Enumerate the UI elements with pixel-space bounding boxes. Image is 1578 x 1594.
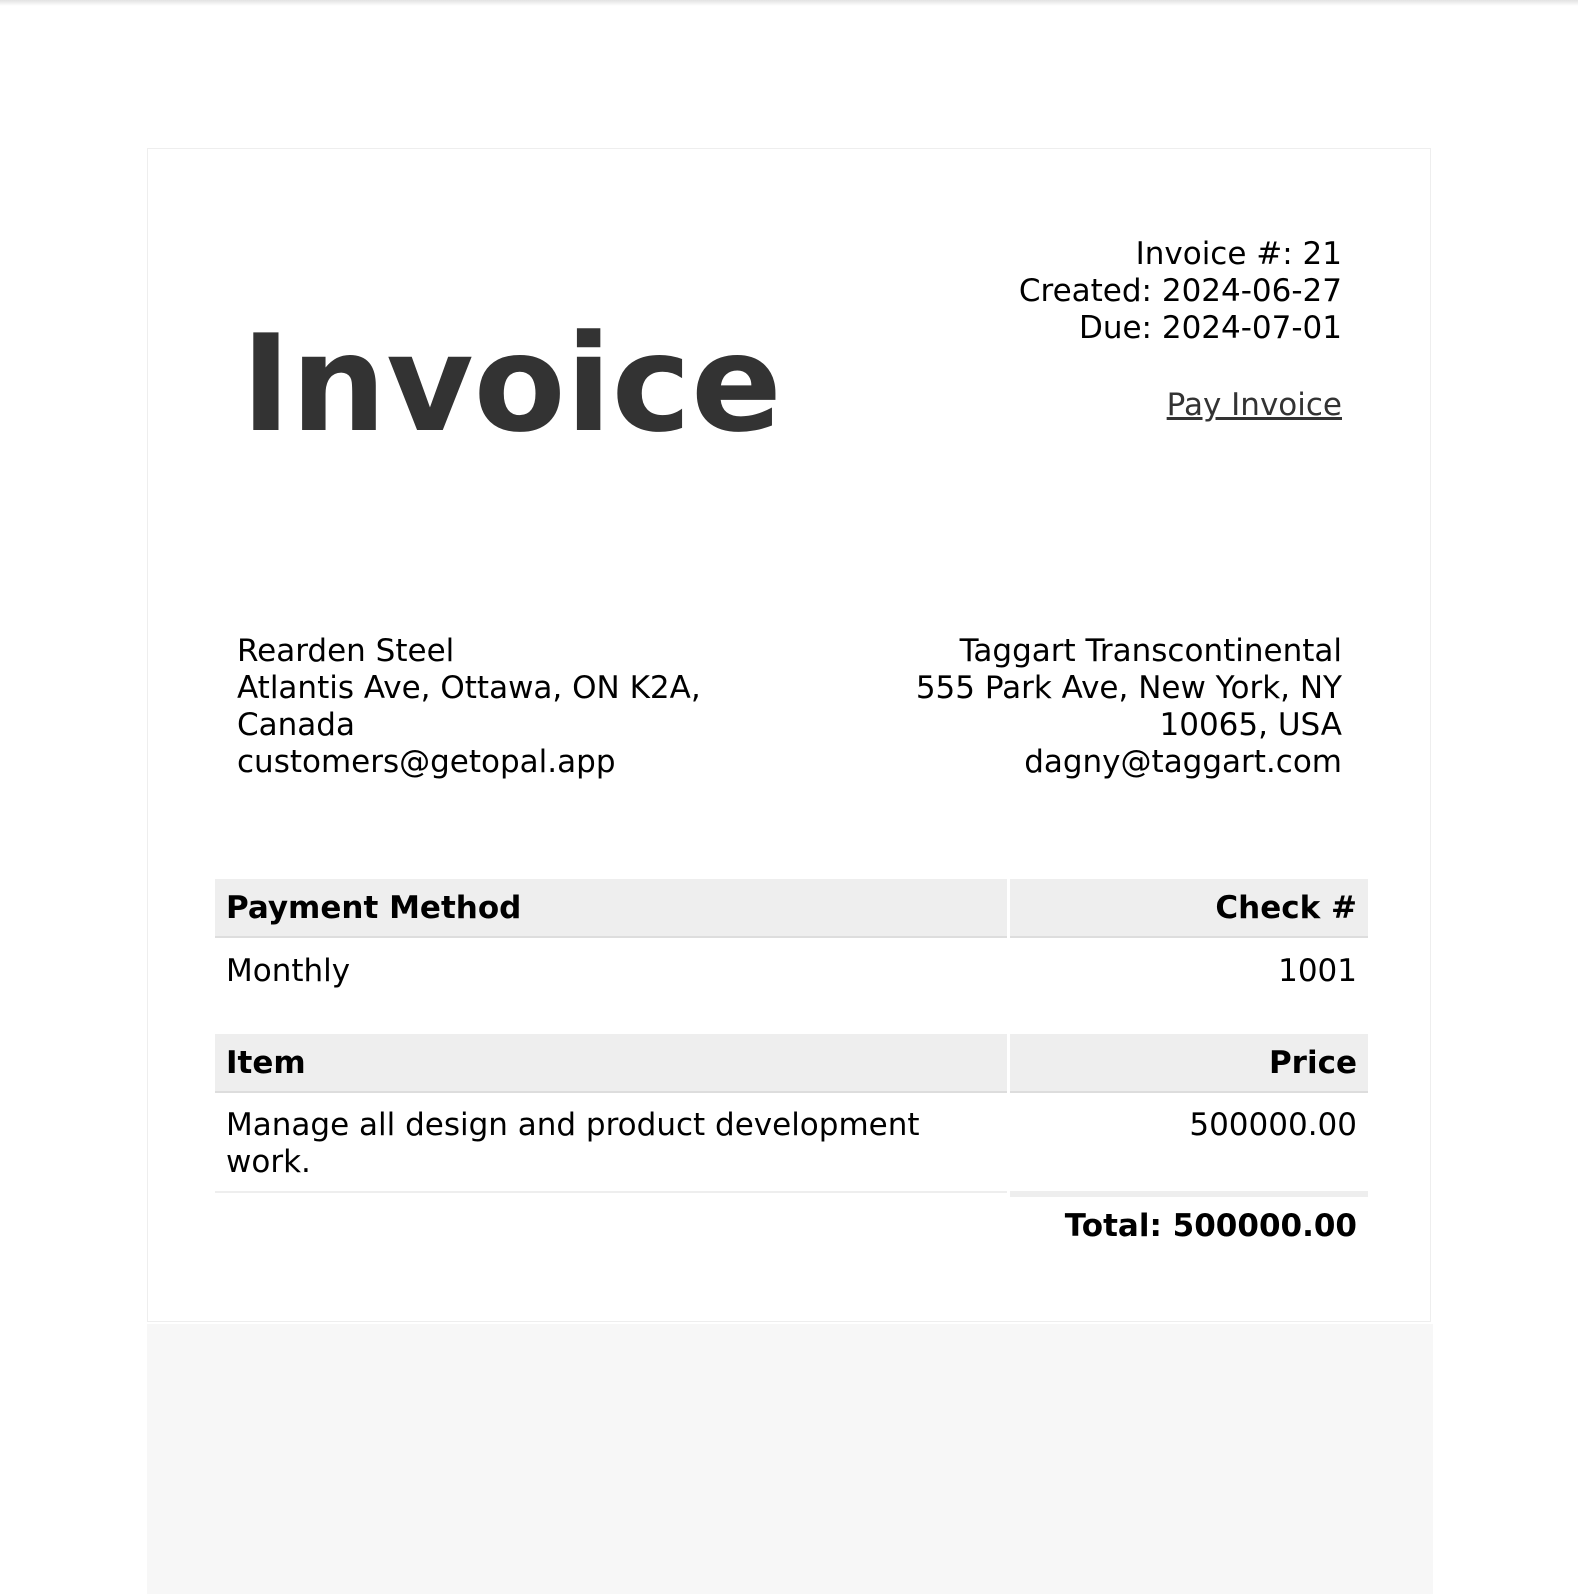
check-number-value: 1001 bbox=[1278, 953, 1357, 989]
payment-method-header: Payment Method bbox=[215, 879, 1007, 938]
items-table bbox=[212, 1034, 1371, 1255]
table-row bbox=[215, 1093, 1368, 1193]
sender-address-line1: Atlantis Ave, Ottawa, ON K2A, bbox=[237, 670, 701, 706]
recipient-address-line2: 10065, USA bbox=[1159, 707, 1342, 743]
invoice-number: Invoice #: 21 bbox=[1135, 236, 1342, 272]
pay-invoice-link[interactable]: Pay Invoice bbox=[1166, 387, 1342, 423]
invoice-total: Total: 500000.00 bbox=[1010, 1193, 1368, 1255]
recipient-address-line1: 555 Park Ave, New York, NY bbox=[915, 670, 1342, 706]
invoice-box bbox=[147, 148, 1431, 1322]
recipient-name: Taggart Transcontinental bbox=[959, 633, 1342, 669]
payment-table bbox=[212, 879, 1371, 1004]
items-header-row bbox=[215, 1034, 1368, 1093]
sender-email: customers@getopal.app bbox=[237, 744, 616, 780]
invoice-created-date: Created: 2024-06-27 bbox=[1018, 273, 1342, 309]
sender-address-line2: Canada bbox=[237, 707, 355, 743]
total-row bbox=[215, 1193, 1368, 1255]
payment-header-row bbox=[215, 879, 1368, 938]
top-shadow bbox=[0, 0, 1578, 6]
check-number-header: Check # bbox=[1010, 879, 1368, 938]
sender-name: Rearden Steel bbox=[237, 633, 455, 669]
recipient-email: dagny@taggart.com bbox=[1024, 744, 1342, 780]
invoice-title: Invoice bbox=[241, 306, 782, 462]
invoice-due-date: Due: 2024-07-01 bbox=[1078, 310, 1342, 346]
sender-info bbox=[237, 633, 737, 781]
item-description: Manage all design and product development work. bbox=[215, 1093, 1007, 1193]
payment-row bbox=[215, 938, 1368, 1004]
payment-method-value: Monthly bbox=[226, 953, 351, 989]
recipient-info bbox=[882, 633, 1342, 781]
total-spacer bbox=[215, 1193, 1007, 1255]
page-background bbox=[147, 1324, 1433, 1594]
item-header: Item bbox=[215, 1034, 1007, 1093]
item-price: 500000.00 bbox=[1010, 1093, 1368, 1193]
price-header: Price bbox=[1010, 1034, 1368, 1093]
invoice-meta bbox=[1019, 236, 1342, 347]
